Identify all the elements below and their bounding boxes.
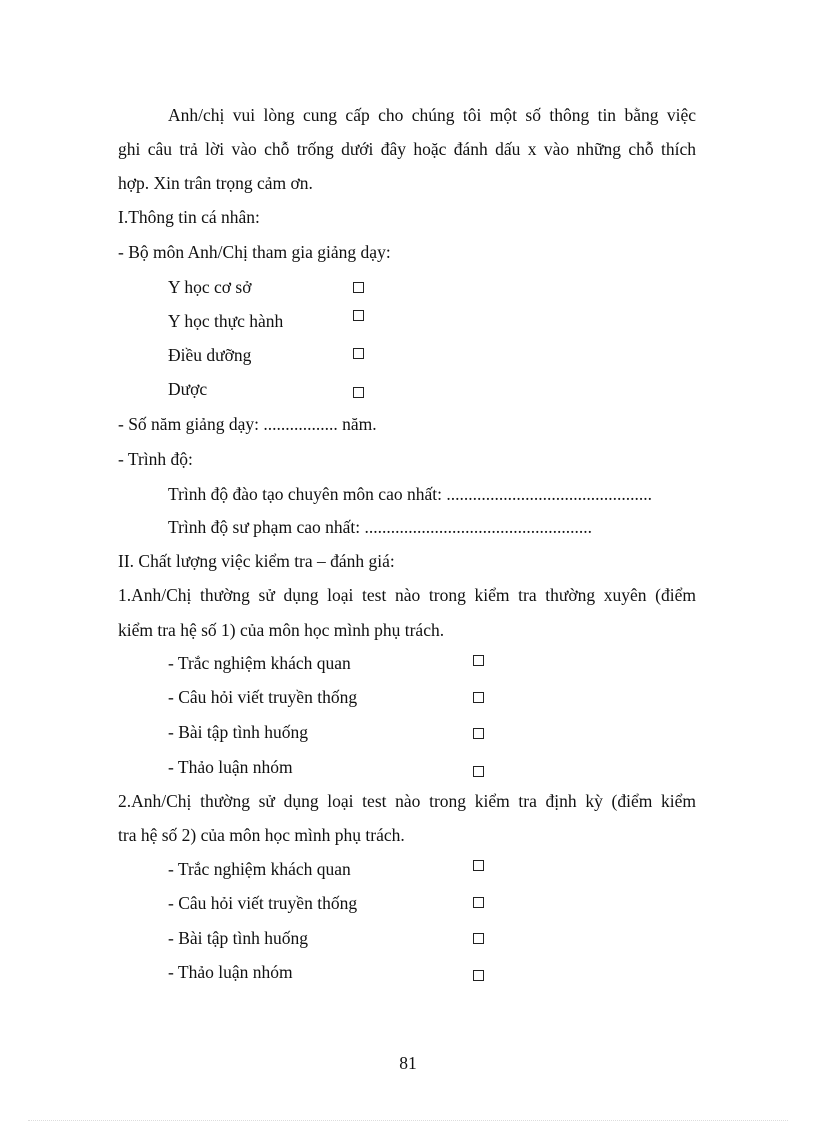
section-2-heading: II. Chất lượng việc kiểm tra – đánh giá: xyxy=(118,551,395,571)
department-option-label: Dược xyxy=(168,379,208,399)
q2-option-label: - Bài tập tình huống xyxy=(168,928,308,948)
footer-rule xyxy=(28,1120,788,1121)
intro-line-1: Anh/chị vui lòng cung cấp cho chúng tôi một số thông tin bằng việc xyxy=(168,105,696,125)
professional-level-field[interactable]: Trình độ đào tạo chuyên môn cao nhất: ............................................... xyxy=(168,484,652,504)
department-option-label: Y học cơ sở xyxy=(168,277,252,297)
department-option-label: Y học thực hành xyxy=(168,311,284,331)
q2-option-checkbox[interactable] xyxy=(473,897,484,908)
page-number: 81 xyxy=(399,1053,417,1073)
department-option-label: Điều dưỡng xyxy=(168,345,252,365)
department-checkbox[interactable] xyxy=(353,387,364,398)
question-1-line-2: kiểm tra hệ số 1) của môn học mình phụ trách. xyxy=(118,620,445,640)
q2-option-checkbox[interactable] xyxy=(473,970,484,981)
q2-option-label: - Câu hỏi viết truyền thống xyxy=(168,893,358,913)
pedagogical-level-field[interactable]: Trình độ sư phạm cao nhất: .................................................... xyxy=(168,517,592,537)
years-teaching-field[interactable]: - Số năm giảng dạy: ................. năm. xyxy=(118,414,377,434)
question-2-line-2: tra hệ số 2) của môn học mình phụ trách. xyxy=(118,825,405,845)
level-label: - Trình độ: xyxy=(118,449,193,469)
q1-option-checkbox[interactable] xyxy=(473,655,484,666)
q2-option-checkbox[interactable] xyxy=(473,933,484,944)
q2-option-checkbox[interactable] xyxy=(473,860,484,871)
q1-option-label: - Trắc nghiệm khách quan xyxy=(168,653,351,673)
q1-option-checkbox[interactable] xyxy=(473,766,484,777)
department-checkbox[interactable] xyxy=(353,282,364,293)
section-1-heading: I.Thông tin cá nhân: xyxy=(118,207,260,227)
q1-option-label: - Bài tập tình huống xyxy=(168,722,308,742)
department-checkbox[interactable] xyxy=(353,348,364,359)
question-2-line-1: 2.Anh/Chị thường sử dụng loại test nào trong kiểm tra định kỳ (điểm kiểm xyxy=(118,791,696,811)
intro-line-2: ghi câu trả lời vào chỗ trống dưới đây hoặc đánh dấu x vào những chỗ thích xyxy=(118,139,696,159)
q1-option-label: - Thảo luận nhóm xyxy=(168,757,293,777)
question-1-line-1: 1.Anh/Chị thường sử dụng loại test nào trong kiểm tra thường xuyên (điểm xyxy=(118,585,696,605)
q1-option-label: - Câu hỏi viết truyền thống xyxy=(168,687,358,707)
q2-option-label: - Trắc nghiệm khách quan xyxy=(168,859,351,879)
department-checkbox[interactable] xyxy=(353,310,364,321)
q1-option-checkbox[interactable] xyxy=(473,692,484,703)
q2-option-label: - Thảo luận nhóm xyxy=(168,962,293,982)
intro-line-3: hợp. Xin trân trọng cảm ơn. xyxy=(118,173,313,193)
q1-option-checkbox[interactable] xyxy=(473,728,484,739)
department-label: - Bộ môn Anh/Chị tham gia giảng dạy: xyxy=(118,242,391,262)
